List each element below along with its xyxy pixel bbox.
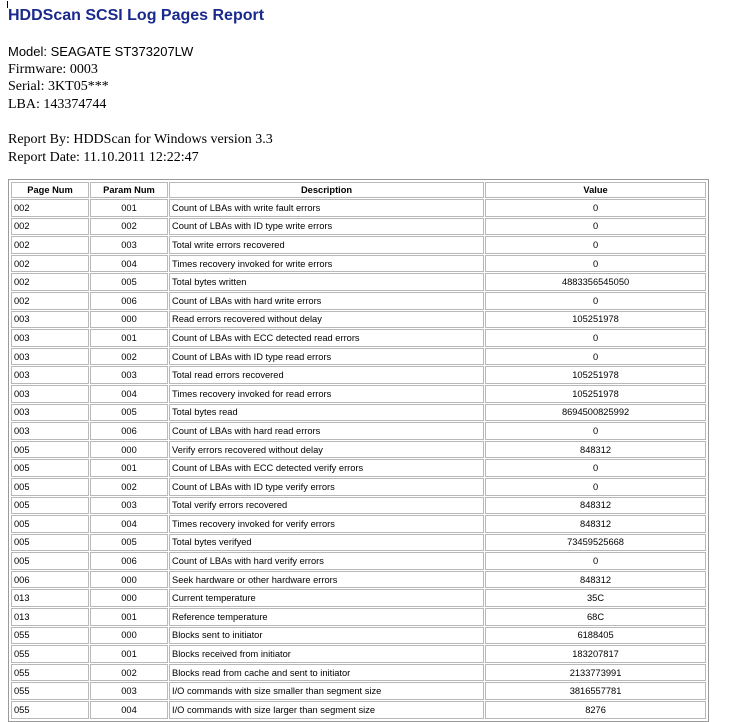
cell-description: Reference temperature (169, 608, 484, 626)
cell-page-num: 005 (11, 534, 89, 552)
cell-param-num: 001 (90, 608, 168, 626)
header-page-num: Page Num (11, 182, 89, 198)
cell-page-num: 005 (11, 441, 89, 459)
cell-page-num: 003 (11, 385, 89, 403)
cell-description: Count of LBAs with hard read errors (169, 422, 484, 440)
cell-param-num: 002 (90, 664, 168, 682)
log-pages-table (10, 181, 707, 720)
header-description: Description (169, 182, 484, 198)
table-row (11, 552, 706, 570)
table-row (11, 589, 706, 607)
cell-description: Count of LBAs with ECC detected read errors (169, 329, 484, 347)
cell-page-num: 055 (11, 645, 89, 663)
cell-page-num: 002 (11, 273, 89, 291)
cell-page-num: 002 (11, 218, 89, 236)
cell-value: 0 (485, 255, 706, 273)
report-by-line: Report By: HDDScan for Windows version 3.3 (8, 132, 273, 147)
log-pages-table-frame (8, 179, 709, 722)
cell-page-num: 005 (11, 552, 89, 570)
lba-line: LBA: 143374744 (8, 96, 107, 112)
cell-value: 105251978 (485, 385, 706, 403)
cell-description: I/O commands with size larger than segment size (169, 701, 484, 719)
cell-param-num: 000 (90, 589, 168, 607)
cell-param-num: 000 (90, 627, 168, 645)
table-row (11, 478, 706, 496)
cell-page-num: 055 (11, 682, 89, 700)
cell-page-num: 003 (11, 311, 89, 329)
table-row (11, 459, 706, 477)
table-row (11, 645, 706, 663)
cell-value: 848312 (485, 497, 706, 515)
table-row (11, 422, 706, 440)
cell-value: 0 (485, 218, 706, 236)
cell-description: Count of LBAs with ID type verify errors (169, 478, 484, 496)
cell-param-num: 001 (90, 459, 168, 477)
cell-param-num: 003 (90, 366, 168, 384)
report-date-line: Report Date: 11.10.2011 12:22:47 (8, 149, 199, 165)
cell-description: Blocks received from initiator (169, 645, 484, 663)
cell-param-num: 000 (90, 571, 168, 589)
cell-page-num: 013 (11, 589, 89, 607)
cell-param-num: 003 (90, 236, 168, 254)
cell-description: Count of LBAs with hard verify errors (169, 552, 484, 570)
cell-page-num: 013 (11, 608, 89, 626)
cell-param-num: 003 (90, 682, 168, 700)
table-row (11, 273, 706, 291)
table-row (11, 441, 706, 459)
table-row (11, 292, 706, 310)
cell-description: Read errors recovered without delay (169, 311, 484, 329)
cell-param-num: 005 (90, 273, 168, 291)
table-row (11, 497, 706, 515)
cell-param-num: 005 (90, 404, 168, 422)
cell-value: 0 (485, 292, 706, 310)
cell-param-num: 001 (90, 199, 168, 217)
cell-param-num: 002 (90, 218, 168, 236)
cell-value: 8694500825992 (485, 404, 706, 422)
cell-value: 848312 (485, 441, 706, 459)
table-row (11, 404, 706, 422)
cell-description: Blocks read from cache and sent to initiator (169, 664, 484, 682)
cell-page-num: 005 (11, 515, 89, 533)
cell-description: Seek hardware or other hardware errors (169, 571, 484, 589)
table-row (11, 701, 706, 719)
cell-value: 0 (485, 348, 706, 366)
serial-line: Serial: 3KT05*** (8, 79, 109, 95)
cell-description: I/O commands with size smaller than segment size (169, 682, 484, 700)
table-row (11, 534, 706, 552)
cell-page-num: 006 (11, 571, 89, 589)
cell-page-num: 055 (11, 627, 89, 645)
cell-page-num: 002 (11, 199, 89, 217)
cell-param-num: 003 (90, 497, 168, 515)
table-header-row (11, 182, 706, 198)
cell-value: 105251978 (485, 366, 706, 384)
cell-description: Verify errors recovered without delay (169, 441, 484, 459)
cell-page-num: 003 (11, 404, 89, 422)
cell-param-num: 004 (90, 385, 168, 403)
table-row (11, 366, 706, 384)
table-row (11, 571, 706, 589)
cell-value: 0 (485, 478, 706, 496)
cell-value: 105251978 (485, 311, 706, 329)
cell-param-num: 001 (90, 329, 168, 347)
table-row (11, 199, 706, 217)
cell-value: 6188405 (485, 627, 706, 645)
cell-param-num: 002 (90, 478, 168, 496)
table-row (11, 255, 706, 273)
cell-value: 0 (485, 329, 706, 347)
cell-value: 0 (485, 459, 706, 477)
cell-value: 0 (485, 236, 706, 254)
header-value: Value (485, 182, 706, 198)
cell-description: Times recovery invoked for write errors (169, 255, 484, 273)
table-row (11, 311, 706, 329)
cell-value: 183207817 (485, 645, 706, 663)
table-row (11, 348, 706, 366)
cell-page-num: 055 (11, 701, 89, 719)
cell-param-num: 005 (90, 534, 168, 552)
cell-value: 0 (485, 422, 706, 440)
cell-value: 8276 (485, 701, 706, 719)
cell-page-num: 002 (11, 236, 89, 254)
cell-value: 0 (485, 552, 706, 570)
cell-description: Times recovery invoked for read errors (169, 385, 484, 403)
cell-value: 4883356545050 (485, 273, 706, 291)
cell-value: 848312 (485, 515, 706, 533)
cell-value: 848312 (485, 571, 706, 589)
table-row (11, 664, 706, 682)
cell-description: Total bytes read (169, 404, 484, 422)
cell-description: Count of LBAs with ECC detected verify errors (169, 459, 484, 477)
cell-description: Times recovery invoked for verify errors (169, 515, 484, 533)
header-param-num: Param Num (90, 182, 168, 198)
cell-description: Total bytes verifyed (169, 534, 484, 552)
table-row (11, 385, 706, 403)
report-meta (8, 131, 273, 166)
cell-page-num: 005 (11, 497, 89, 515)
table-row (11, 236, 706, 254)
cell-description: Count of LBAs with write fault errors (169, 199, 484, 217)
firmware-line: Firmware: 0003 (8, 61, 98, 77)
table-row (11, 682, 706, 700)
cell-description: Blocks sent to initiator (169, 627, 484, 645)
cell-param-num: 004 (90, 255, 168, 273)
table-row (11, 329, 706, 347)
cell-page-num: 002 (11, 255, 89, 273)
cell-param-num: 006 (90, 422, 168, 440)
cell-description: Current temperature (169, 589, 484, 607)
cell-param-num: 000 (90, 311, 168, 329)
cell-param-num: 004 (90, 701, 168, 719)
cell-description: Count of LBAs with ID type read errors (169, 348, 484, 366)
report-title: HDDScan SCSI Log Pages Report (8, 7, 265, 24)
cell-page-num: 005 (11, 459, 89, 477)
model-line: Model: SEAGATE ST373207LW (8, 44, 194, 59)
cell-page-num: 005 (11, 478, 89, 496)
cell-description: Total write errors recovered (169, 236, 484, 254)
cell-value: 73459525668 (485, 534, 706, 552)
table-row (11, 627, 706, 645)
cell-page-num: 003 (11, 329, 89, 347)
cell-param-num: 001 (90, 645, 168, 663)
drive-info (8, 43, 193, 113)
cell-param-num: 006 (90, 552, 168, 570)
cell-value: 3816557781 (485, 682, 706, 700)
cell-page-num: 003 (11, 348, 89, 366)
cell-page-num: 003 (11, 422, 89, 440)
cell-value: 0 (485, 199, 706, 217)
table-row (11, 218, 706, 236)
cell-description: Count of LBAs with ID type write errors (169, 218, 484, 236)
cell-param-num: 002 (90, 348, 168, 366)
cell-description: Count of LBAs with hard write errors (169, 292, 484, 310)
table-body (11, 199, 706, 719)
cell-description: Total bytes written (169, 273, 484, 291)
cell-value: 68C (485, 608, 706, 626)
cell-description: Total verify errors recovered (169, 497, 484, 515)
cell-page-num: 003 (11, 366, 89, 384)
cell-value: 2133773991 (485, 664, 706, 682)
cell-page-num: 055 (11, 664, 89, 682)
cell-param-num: 000 (90, 441, 168, 459)
table-row (11, 515, 706, 533)
cell-description: Total read errors recovered (169, 366, 484, 384)
cell-page-num: 002 (11, 292, 89, 310)
cell-param-num: 004 (90, 515, 168, 533)
cell-value: 35C (485, 589, 706, 607)
table-row (11, 608, 706, 626)
cell-param-num: 006 (90, 292, 168, 310)
